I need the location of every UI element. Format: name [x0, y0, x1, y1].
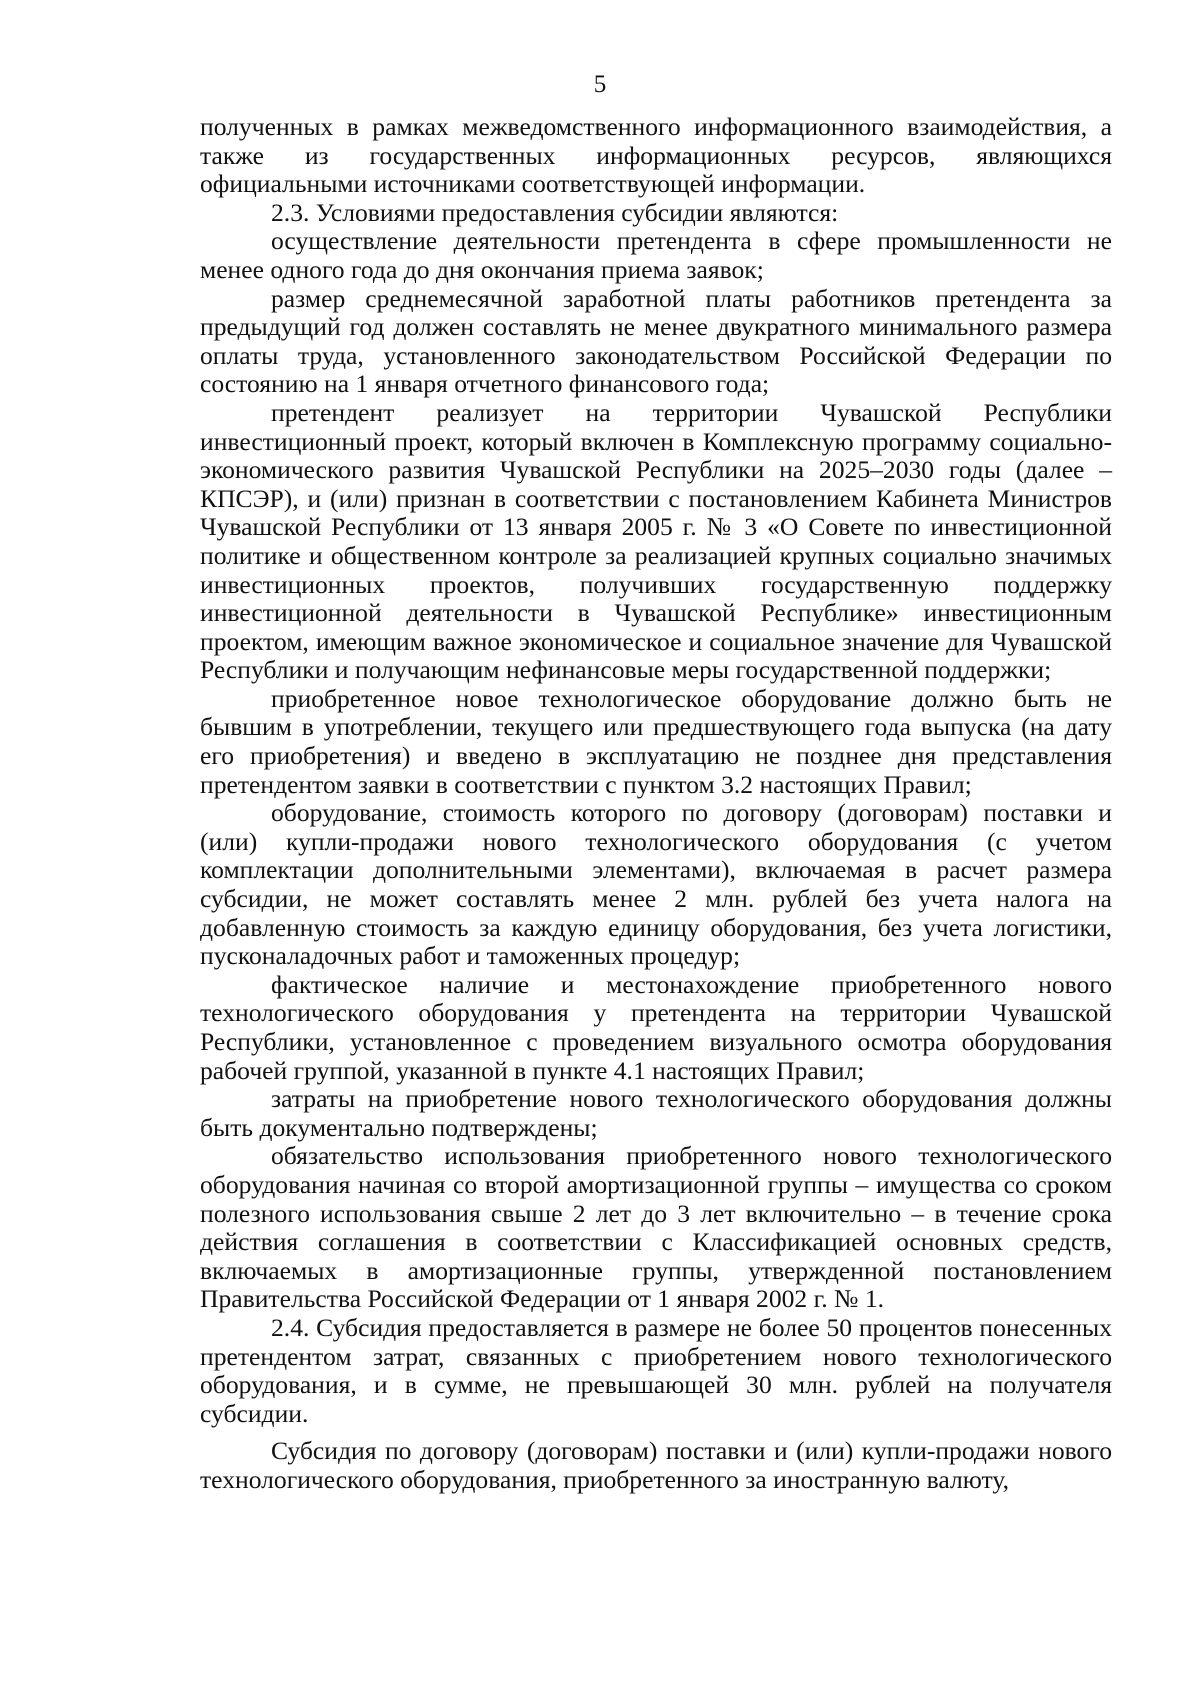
page-number: 5 — [593, 71, 607, 98]
paragraph-section-2-4: 2.4. Субсидия предоставляется в размере не более 50 процентов понесенных претендентом затрат, связанных с приобретением нового технологического оборудования, и в сумме, не превышающей 30 млн. рублей на получателя субсидии. — [200, 1312, 1112, 1428]
document-body — [200, 113, 1112, 1495]
paragraph-condition-activity: осуществление деятельности претендента в сфере промышленности не менее одного года до дня окончания приема заявок; — [200, 226, 1112, 284]
paragraph-condition-salary: размер среднемесячной заработной платы работников претендента за предыдущий год должен составлять не менее двукратного минимального размера оплаты труда, установленного законодательством Российской Федерации по состоянию на 1 января отчетного финансового года; — [200, 283, 1112, 399]
paragraph-condition-new-equipment: приобретенное новое технологическое оборудование должно быть не бывшим в употреблении, текущего или предшествующего года выпуска (на дату его приобретения) и введено в эксплуатацию не позднее дня представления претендентом заявки в соответствии с пунктом 3.2 настоящих Правил; — [200, 683, 1112, 799]
paragraph-foreign-currency: Субсидия по договору (договорам) поставки и (или) купли-продажи нового технологического оборудования, приобретенного за иностранную валюту, — [200, 1436, 1112, 1494]
paragraph-condition-equipment-location: фактическое наличие и местонахождение приобретенного нового технологического оборудования у претендента на территории Чувашской Республики, установленное с проведением визуального осмотра оборудования рабочей группой, указанной в пункте 4.1 настоящих Правил; — [200, 969, 1112, 1085]
paragraph-section-2-3: 2.3. Условиями предоставления субсидии являются: — [271, 197, 839, 227]
paragraph-condition-usage-obligation: обязательство использования приобретенного нового технологического оборудования начиная со второй амортизационной группы – имущества со сроком полезного использования свыше 2 лет до 3 лет включительно – в течение срока действия соглашения в соответствии с Классификацией основных средств, включаемых в амортизационные группы, утвержденной постановлением Правительства Российской Федерации от 1 января 2002 г. № 1. — [200, 1141, 1112, 1314]
paragraph-condition-costs-confirmed: затраты на приобретение нового технологического оборудования должны быть документально подтверждены; — [200, 1084, 1112, 1142]
paragraph-continuation: полученных в рамках межведомственного информационного взаимодействия, а также из государственных информационных ресурсов, являющихся официальными источниками соответствующей информации. — [200, 112, 1112, 199]
paragraph-condition-equipment-cost: оборудование, стоимость которого по договору (договорам) поставки и (или) купли-продажи нового технологического оборудования (с учетом комплектации дополнительными элементами), включаемая в расчет размера субсидии, не может составлять менее 2 млн. рублей без учета налога на добавленную стоимость за каждую единицу оборудования, без учета логистики, пусконаладочных работ и таможенных процедур; — [200, 798, 1112, 971]
paragraph-condition-investment-project: претендент реализует на территории Чувашской Республики инвестиционный проект, который включен в Комплексную программу социально-экономического развития Чувашской Республики на 2025–2030 годы (далее – КПСЭР), и (или) признан в соответствии с постановлением Кабинета Министров Чувашской Республики от 13 января 2005 г. № 3 «О Совете по инвестиционной политике и общественном контроле за реализацией крупных социально значимых инвестиционных проектов, получивших государственную поддержку инвестиционной деятельности в Чувашской Республике» инвестиционным проектом, имеющим важное экономическое и социальное значение для Чувашской Республики и получающим нефинансовые меры государственной поддержки; — [200, 397, 1112, 685]
